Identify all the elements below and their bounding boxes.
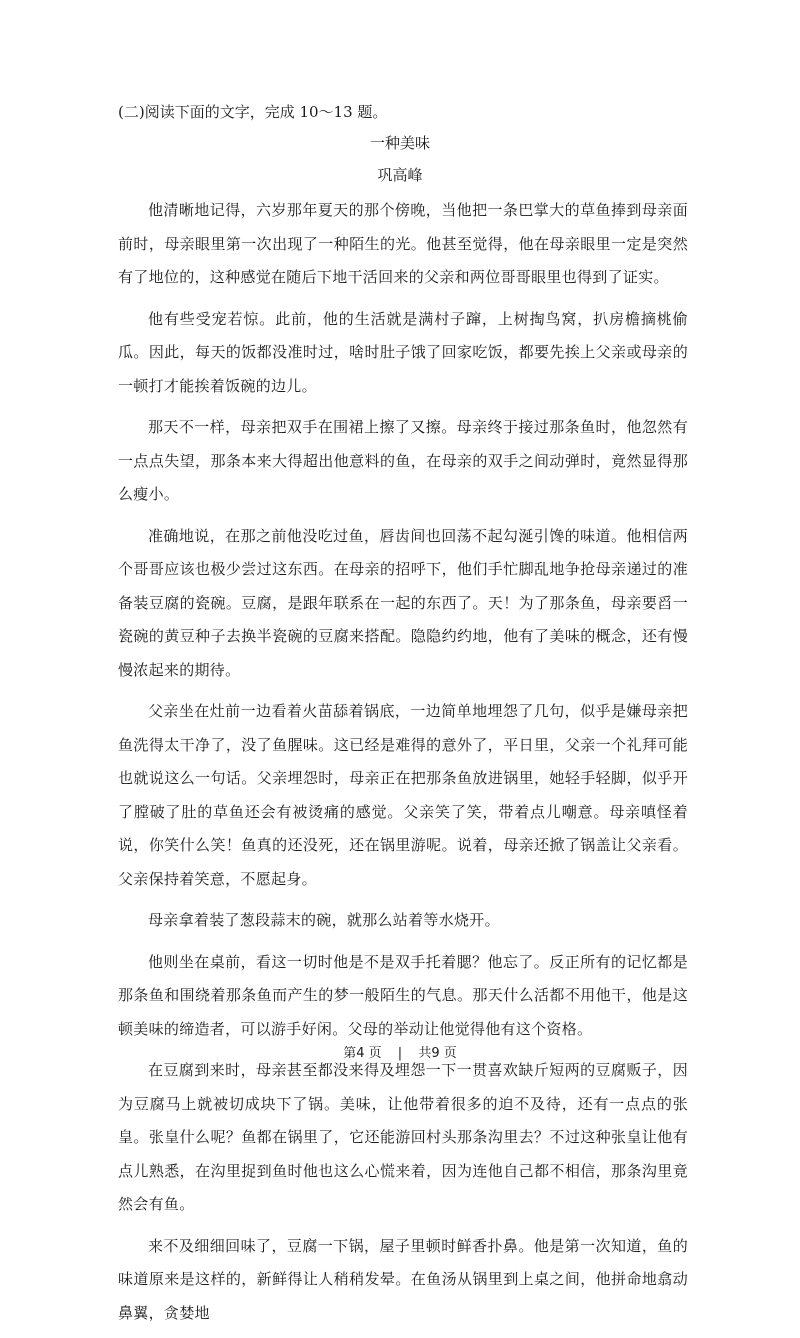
paragraph: 母亲拿着装了葱段蒜末的碗，就那么站着等水烧开。	[148, 911, 500, 929]
paragraph: 父亲坐在灶前一边看着火苗舔着锅底，一边简单地埋怨了几句，似乎是嫌母亲把鱼洗得太干净了，没了鱼腥味。这已经是难得的意外了，平日里，父亲一个礼拜可能也就说这么一句话。父亲埋怨时，母亲正在把那条鱼放进锅里，她轻手轻脚，似乎开了膛破了肚的草鱼还会有被烫痛的感觉。父亲笑了笑，带着点儿嘲意。母亲嗔怪着说，你笑什么笑！鱼真的还没死，还在锅里游呢。说着，母亲还掀了锅盖让父亲看。父亲保持着笑意，不愿起身。	[118, 702, 688, 888]
footer-separator: |	[397, 1046, 403, 1061]
paragraph: 他清晰地记得，六岁那年夏天的那个傍晚，当他把一条巴掌大的草鱼捧到母亲面前时，母亲眼里第一次出现了一种陌生的光。他甚至觉得，他在母亲眼里一定是突然有了地位的，这种感觉在随后下地干活回来的父亲和两位哥哥眼里也得到了证实。	[118, 201, 688, 286]
page-number: 第4 页	[343, 1046, 382, 1061]
article-body	[118, 194, 688, 1338]
page-footer	[0, 1044, 800, 1064]
paragraph: 在豆腐到来时，母亲甚至都没来得及埋怨一下一贯喜欢缺斤短两的豆腐贩子，因为豆腐马上就被切成块下了锅。美味，让他带着很多的迫不及待，还有一点点的张皇。张皇什么呢？鱼都在锅里了，它还能游回村头那条沟里去？不过这种张皇让他有点儿熟悉，在沟里捉到鱼时他也这么心慌来着，因为连他自己都不相信，那条沟里竟然会有鱼。	[118, 1061, 688, 1213]
page-total: 共9 页	[418, 1046, 457, 1061]
paragraph: 来不及细细回味了，豆腐一下锅，屋子里顿时鲜香扑鼻。他是第一次知道，鱼的味道原来是这样的，新鲜得让人稍稍发晕。在鱼汤从锅里到上桌之间，他拼命地翕动鼻翼，贪婪地	[118, 1236, 688, 1322]
article-title: 一种美味	[369, 134, 430, 152]
article-author: 巩高峰	[377, 166, 423, 184]
section-intro: (二)阅读下面的文字，完成 10～13 题。	[118, 103, 388, 121]
paragraph: 那天不一样，母亲把双手在围裙上擦了又擦。母亲终于接过那条鱼时，他忽然有一点点失望，那条本来大得超出他意料的鱼，在母亲的双手之间动弹时，竟然显得那么瘦小。	[118, 418, 688, 503]
paragraph: 他则坐在桌前，看这一切时他是不是双手托着腮？他忘了。反正所有的记忆都是那条鱼和围绕着那条鱼而产生的梦一般陌生的气息。那天什么活都不用他干，他是这顿美味的缔造者，可以游手好闲。父母的举动让他觉得他有这个资格。	[118, 952, 688, 1038]
paragraph: 准确地说，在那之前他没吃过鱼，唇齿间也回荡不起勾涎引馋的味道。他相信两个哥哥应该也极少尝过这东西。在母亲的招呼下，他们手忙脚乱地争抢母亲递过的准备装豆腐的瓷碗。豆腐，是跟年联系在一起的东西了。天！为了那条鱼，母亲要舀一瓷碗的黄豆种子去换半瓷碗的豆腐来搭配。隐隐约约地，他有了美味的概念，还有慢慢浓起来的期待。	[118, 526, 688, 679]
paragraph: 他有些受宠若惊。此前，他的生活就是满村子蹿，上树掏鸟窝，扒房檐摘桃偷瓜。因此，每天的饭都没准时过，啥时肚子饿了回家吃饭，都要先挨上父亲或母亲的一顿打才能挨着饭碗的边儿。	[118, 309, 688, 395]
